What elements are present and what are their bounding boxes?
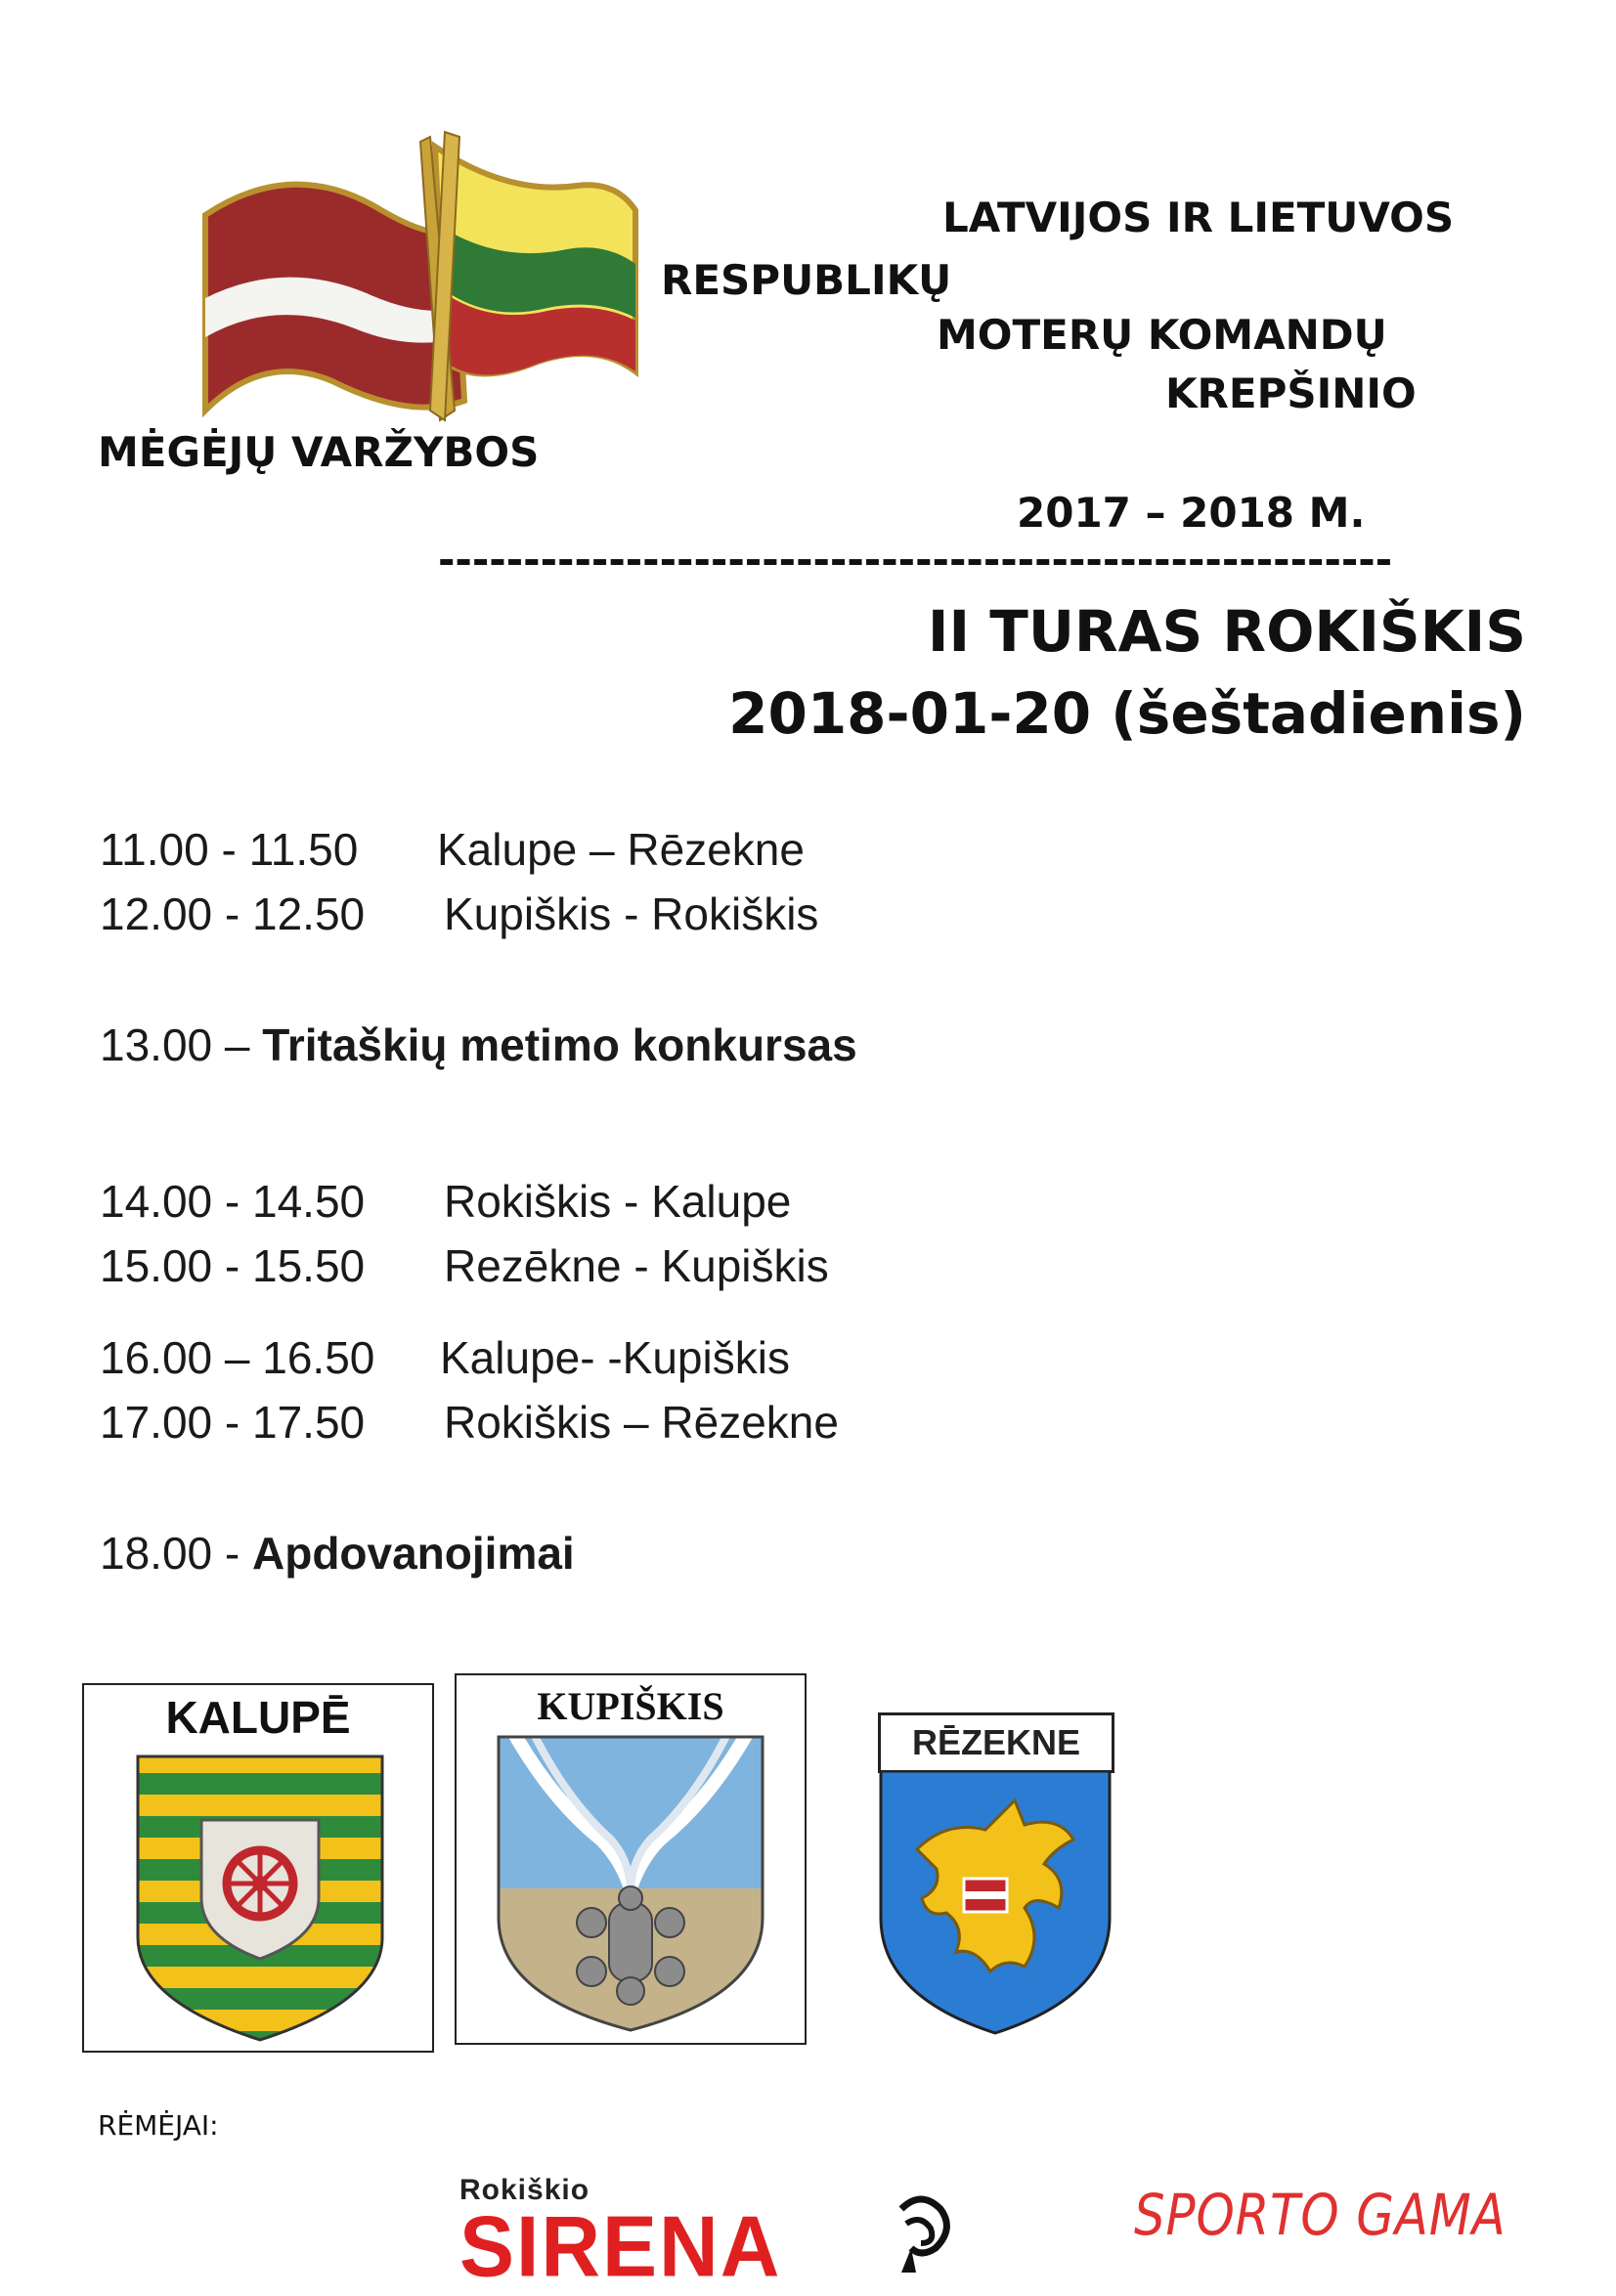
schedule-row [100, 1527, 575, 1580]
header-line-1: LATVIJOS IR LIETUVOS [942, 194, 1455, 241]
schedule-event: Kalupe- -Kupiškis [440, 1332, 790, 1383]
rezekne-label: RĒZEKNE [878, 1712, 1114, 1773]
schedule-event: Kupiškis - Rokiškis [444, 888, 819, 939]
kupiskis-label: KUPIŠKIS [537, 1684, 724, 1728]
kalupe-crest [82, 1683, 434, 2053]
kupiskis-crest [455, 1673, 807, 2045]
header-line-5: MĖGĖJŲ VARŽYBOS [98, 428, 540, 476]
schedule-time: 11.00 - 11.50 [100, 824, 359, 875]
sirena-small-text: Rokiškio [459, 2174, 590, 2206]
schedule-row [100, 1018, 857, 1071]
schedule-time: 16.00 – 16.50 [100, 1332, 375, 1383]
season-text: 2017 – 2018 M. [1017, 489, 1366, 537]
header-line-3: MOTERŲ KOMANDŲ [937, 311, 1387, 359]
rezekne-shield-icon [878, 1771, 1113, 2035]
sporto-gama-logo: SPORTO GAMA [1134, 2182, 1507, 2248]
schedule-row [100, 823, 805, 876]
schedule-time: 13.00 – [100, 1019, 250, 1070]
schedule-row [100, 888, 818, 940]
schedule-event: Rokiškis - Kalupe [444, 1176, 792, 1227]
schedule-event-bold: Apdovanojimai [252, 1528, 575, 1579]
schedule-row [100, 1331, 790, 1384]
header-line-2: RESPUBLIKŲ [661, 256, 952, 304]
schedule-row [100, 1396, 839, 1449]
lithuania-flag-icon [435, 147, 635, 375]
schedule-event-bold: Tritaškių metimo konkursas [262, 1019, 857, 1070]
crossed-flags-emblem [186, 117, 645, 430]
divider-line: -------------------------------------------------------- [438, 536, 1393, 584]
schedule-event: Rokiškis – Rēzekne [444, 1397, 839, 1448]
sponsors-label: RĖMĖJAI: [98, 2109, 219, 2142]
schedule-time: 14.00 - 14.50 [100, 1176, 366, 1227]
sirena-big-text: SIRENA [459, 2197, 782, 2295]
round-title: II TURAS ROKIŠKIS [927, 598, 1526, 665]
schedule-event: Rezēkne - Kupiškis [444, 1240, 829, 1291]
kupiskis-shield-icon [494, 1732, 767, 2035]
round-date: 2018-01-20 (šeštadienis) [728, 680, 1526, 747]
schedule-time: 15.00 - 15.50 [100, 1240, 366, 1291]
schedule-time: 12.00 - 12.50 [100, 888, 366, 939]
schedule-time: 18.00 - [100, 1528, 240, 1579]
header-line-4: KREPŠINIO [1165, 369, 1417, 417]
schedule-row [100, 1239, 829, 1292]
kalupe-shield-icon [133, 1752, 387, 2045]
rezekne-crest [878, 1712, 1113, 2035]
schedule-row [100, 1175, 791, 1228]
sirena-logo [459, 2170, 968, 2295]
kalupe-label: KALUPĒ [165, 1692, 351, 1743]
siren-icon [882, 2189, 960, 2277]
schedule-time: 17.00 - 17.50 [100, 1397, 366, 1448]
schedule-event: Kalupe – Rēzekne [437, 824, 805, 875]
